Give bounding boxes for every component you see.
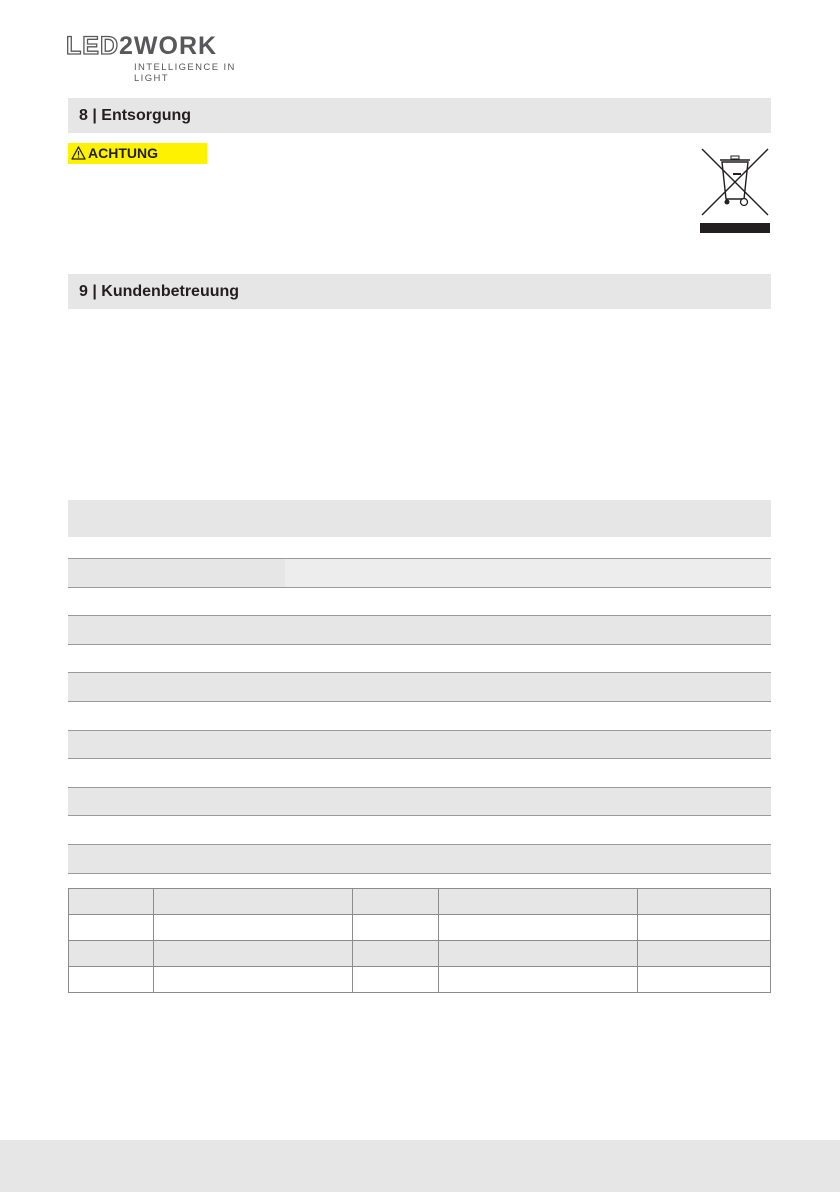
table-row — [68, 587, 771, 616]
record-form-table — [68, 558, 771, 874]
crossed-out-wheeled-bin-icon — [700, 147, 770, 235]
table-row — [68, 644, 771, 673]
table-row — [68, 616, 771, 645]
table-cell — [638, 941, 771, 967]
table-cell — [68, 759, 771, 788]
logo-tagline: INTELLIGENCE IN LIGHT — [134, 62, 236, 84]
table-cell — [68, 844, 771, 873]
section-heading-disposal: 8 | Entsorgung — [68, 98, 771, 133]
table-row — [69, 941, 771, 967]
table-cell — [68, 730, 771, 759]
table-row — [68, 673, 771, 702]
table-cell — [439, 915, 638, 941]
table-row — [68, 787, 771, 816]
table-cell — [69, 889, 154, 915]
table-cell — [353, 967, 439, 993]
brand-logo — [66, 32, 266, 84]
section-heading-support: 9 | Kundenbetreuung — [68, 274, 771, 309]
table-cell — [285, 559, 771, 588]
warning-triangle-icon — [71, 146, 86, 160]
table-cell — [69, 915, 154, 941]
table-cell — [69, 941, 154, 967]
table-cell — [638, 915, 771, 941]
table-cell — [439, 941, 638, 967]
table-cell — [68, 616, 771, 645]
table-row — [69, 889, 771, 915]
warning-label: ACHTUNG — [88, 145, 158, 161]
table-cell — [353, 889, 439, 915]
table-row — [68, 701, 771, 730]
info-header-band — [68, 500, 771, 537]
record-grid-table — [68, 888, 771, 993]
table-cell — [439, 967, 638, 993]
table-cell — [353, 915, 439, 941]
table-cell — [353, 941, 439, 967]
table-cell — [638, 967, 771, 993]
table-cell — [68, 559, 285, 588]
table-cell — [439, 889, 638, 915]
table-cell — [68, 816, 771, 845]
table-cell — [154, 915, 353, 941]
table-cell — [154, 889, 353, 915]
page-footer — [0, 1140, 840, 1192]
table-row — [68, 816, 771, 845]
table-cell — [68, 701, 771, 730]
warning-badge — [68, 143, 207, 164]
table-row — [68, 844, 771, 873]
table-cell — [68, 787, 771, 816]
table-row — [68, 730, 771, 759]
table-row — [69, 915, 771, 941]
table-cell — [68, 587, 771, 616]
table-row — [68, 559, 771, 588]
table-cell — [68, 673, 771, 702]
table-row — [69, 967, 771, 993]
table-cell — [638, 889, 771, 915]
table-cell — [154, 941, 353, 967]
table-row — [68, 759, 771, 788]
table-cell — [154, 967, 353, 993]
table-cell — [69, 967, 154, 993]
logo-wordmark: LED2WORK — [66, 32, 218, 60]
table-cell — [68, 644, 771, 673]
